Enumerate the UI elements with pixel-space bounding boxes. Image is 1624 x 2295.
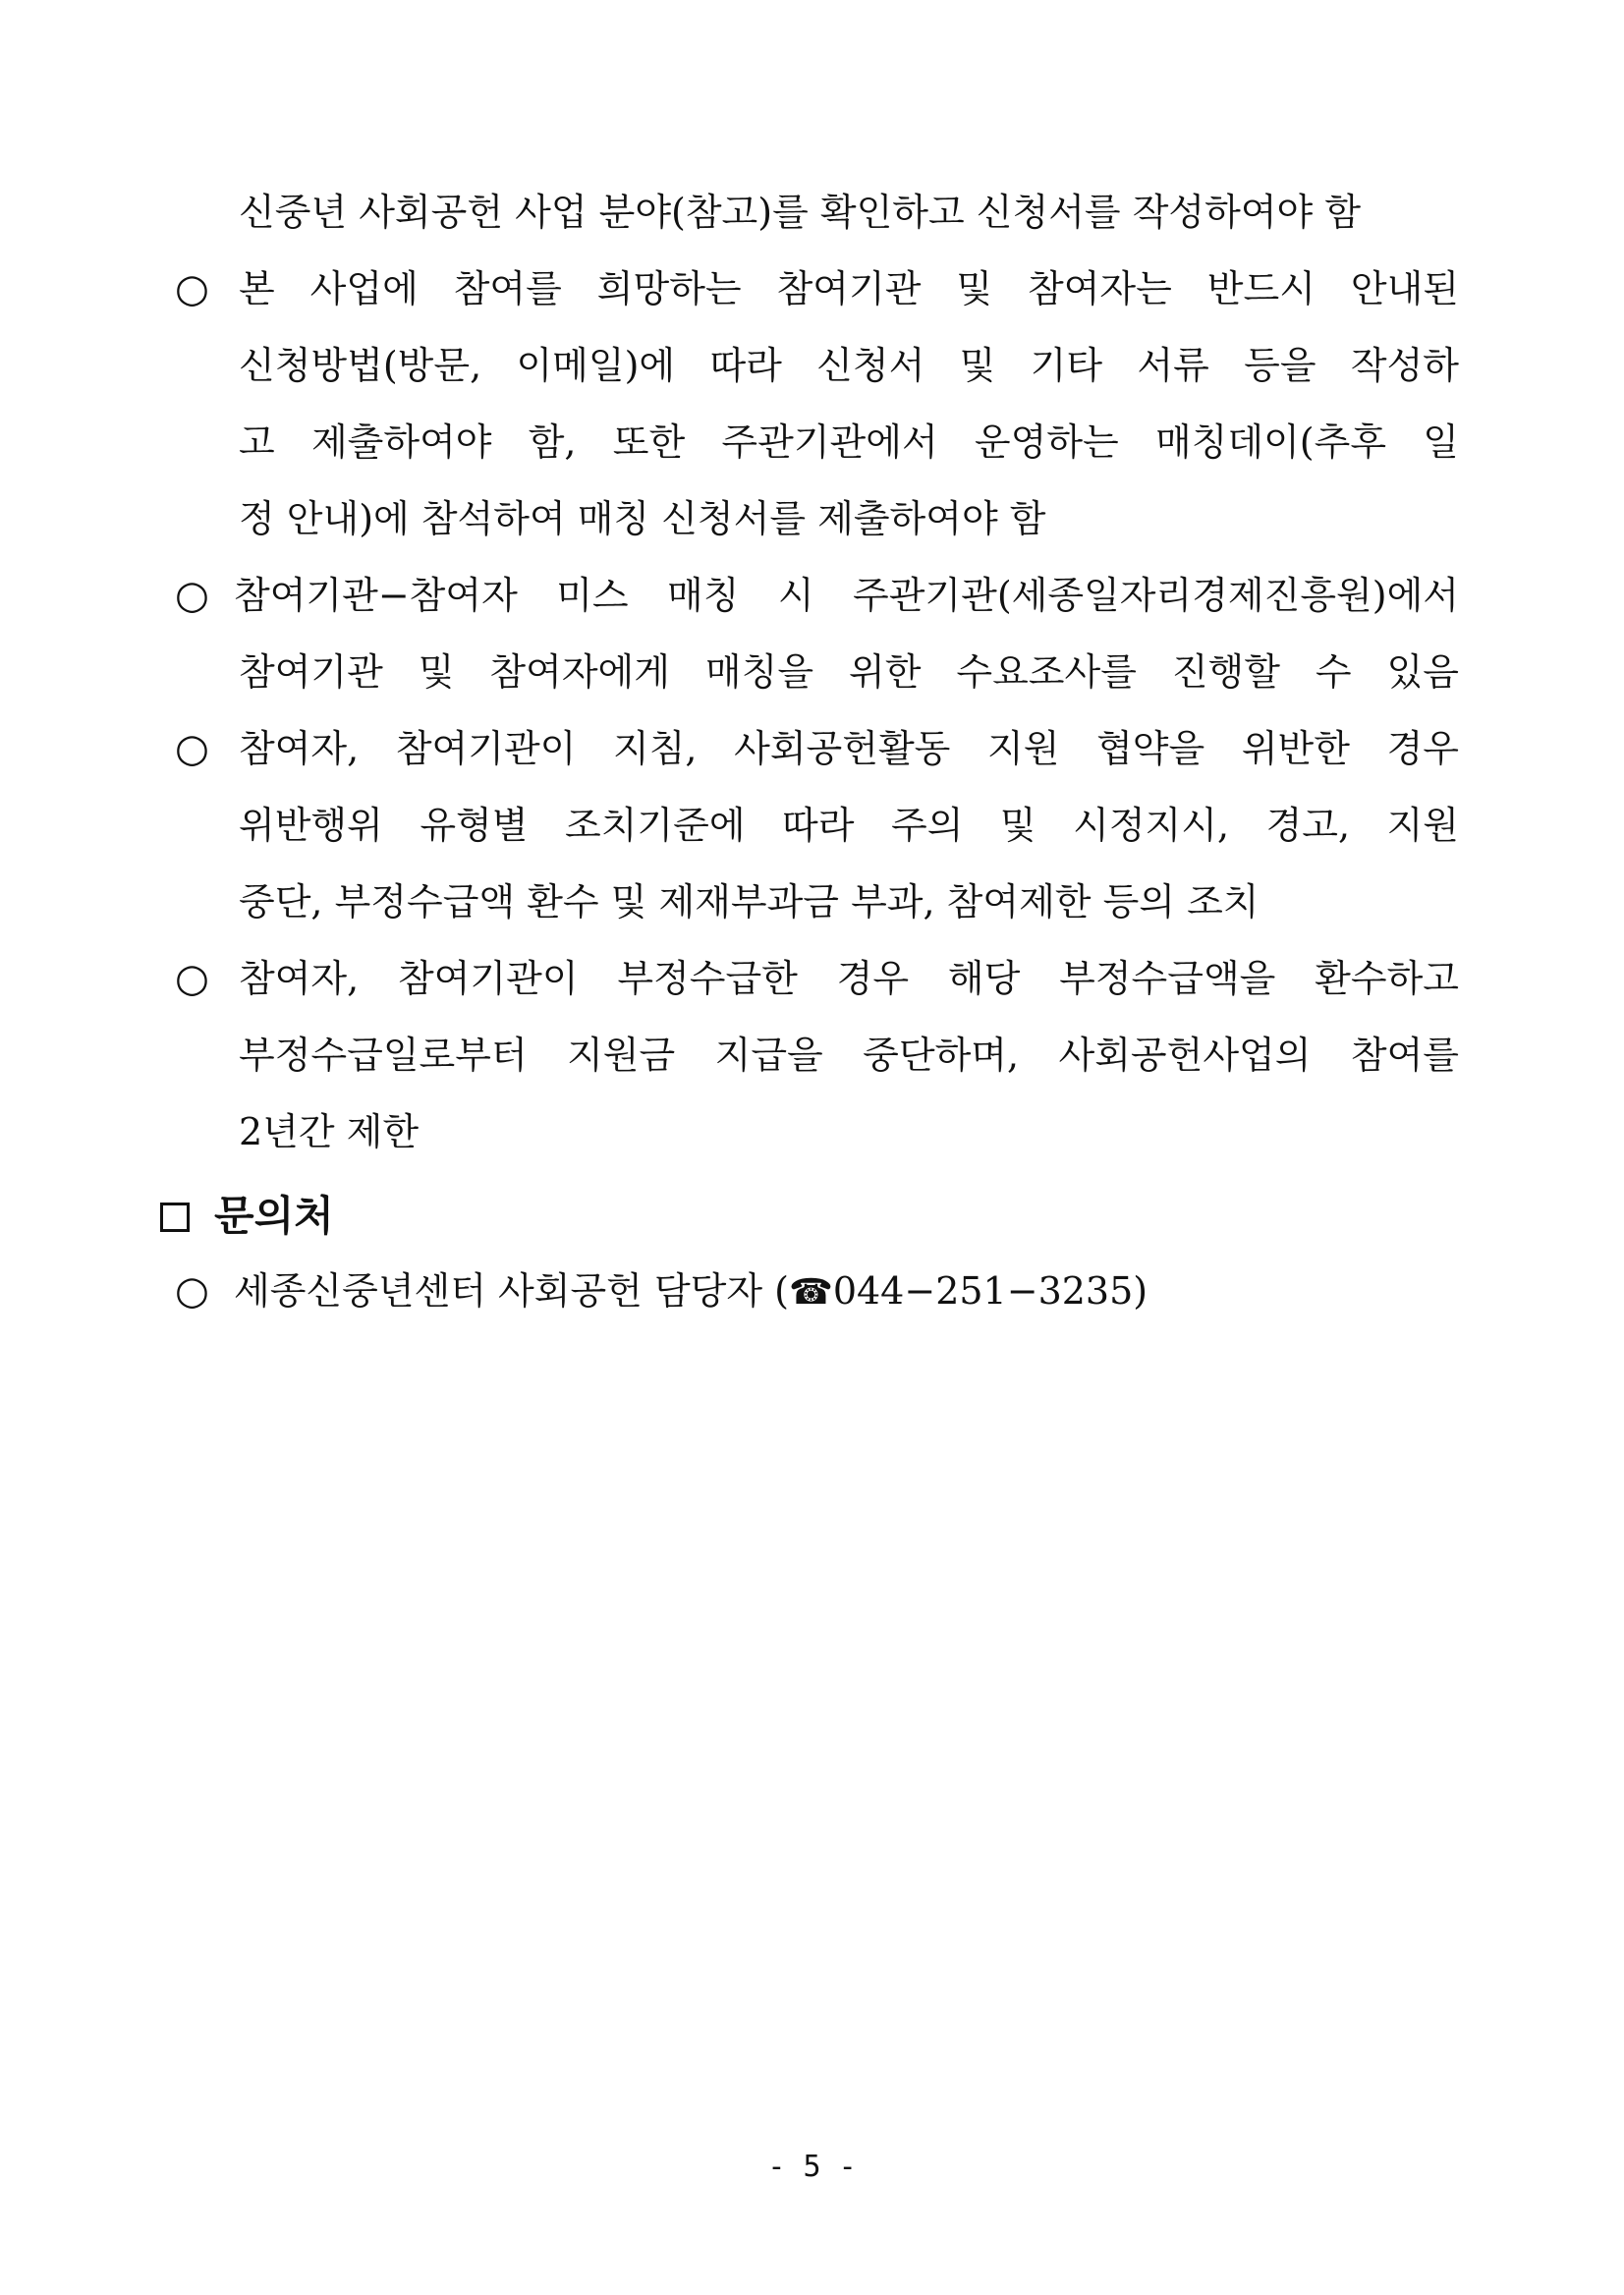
- section-checkbox-icon: [160, 1203, 190, 1232]
- bullet-circle: ○: [175, 726, 209, 771]
- paragraph-line: 중단, 부정수급액 환수 및 제재부과금 부과, 참여제한 등의 조치: [239, 880, 1260, 924]
- bullet-circle: ○: [175, 1268, 209, 1314]
- paragraph-line: 참여기관−참여자 미스 매칭 시 주관기관(세종일자리경제진흥원)에서: [234, 574, 1459, 617]
- paragraph-line: 부정수급일로부터 지원금 지급을 중단하며, 사회공헌사업의 참여를: [239, 1034, 1459, 1077]
- paragraph-line: 2년간 제한: [239, 1110, 420, 1153]
- paragraph-line: 신중년 사회공헌 사업 분야(참고)를 확인하고 신청서를 작성하여야 함: [239, 191, 1362, 234]
- paragraph-line: 참여자, 참여기관이 지침, 사회공헌활동 지원 협약을 위반한 경우: [239, 727, 1459, 770]
- bullet-circle: ○: [175, 266, 209, 311]
- paragraph-line: 위반행위 유형별 조치기준에 따라 주의 및 시정지시, 경고, 지원: [239, 804, 1459, 847]
- section-heading: 문의처: [214, 1192, 334, 1240]
- contact-text: 세종신중년센터 사회공헌 담당자 (: [234, 1269, 789, 1313]
- contact-phone: 044−251−3235): [832, 1269, 1148, 1313]
- page-number: - 5 -: [767, 2150, 857, 2184]
- paragraph-line: 본 사업에 참여를 희망하는 참여기관 및 참여자는 반드시 안내된: [239, 267, 1459, 310]
- paragraph-line: 참여자, 참여기관이 부정수급한 경우 해당 부정수급액을 환수하고: [239, 957, 1459, 1000]
- bullet-circle: ○: [175, 573, 209, 618]
- phone-icon: ☎: [788, 1272, 833, 1313]
- paragraph-line: 참여기관 및 참여자에게 매칭을 위한 수요조사를 진행할 수 있음: [239, 650, 1459, 694]
- paragraph-line: 신청방법(방문, 이메일)에 따라 신청서 및 기타 서류 등을 작성하: [239, 344, 1459, 387]
- bullet-circle: ○: [175, 956, 209, 1001]
- paragraph-line: 고 제출하여야 함, 또한 주관기관에서 운영하는 매칭데이(추후 일: [239, 420, 1459, 464]
- paragraph-line: 정 안내)에 참석하여 매칭 신청서를 제출하여야 함: [239, 497, 1046, 540]
- contact-line: [234, 1265, 1148, 1318]
